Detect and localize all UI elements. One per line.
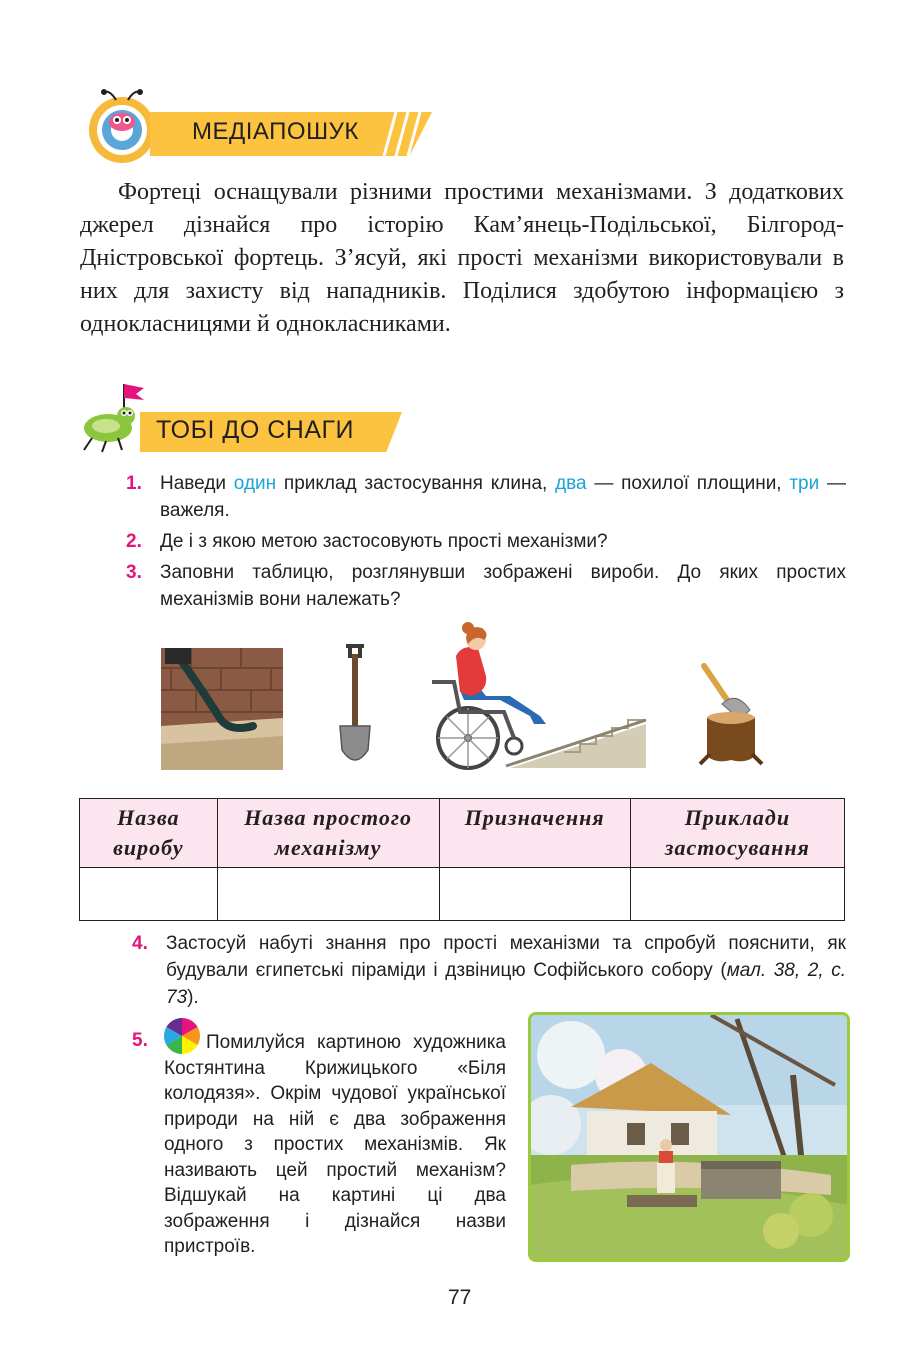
axe-stump-image <box>696 660 766 768</box>
task-text: — похилої площини, <box>586 473 790 494</box>
table-header-examples: Приклади застосування <box>630 799 844 868</box>
task-3 <box>126 559 846 613</box>
shovel-image <box>332 640 378 770</box>
task-number: 4. <box>132 933 148 954</box>
painting-image <box>528 1012 850 1262</box>
figure-reference: мал. 38, 2, с. 73 <box>166 960 847 1008</box>
task-1 <box>126 470 846 524</box>
task-number: 2. <box>126 531 142 552</box>
table-cell[interactable] <box>217 868 439 921</box>
highlight-word: три <box>789 473 820 494</box>
task-4 <box>132 930 846 1011</box>
table-cell[interactable] <box>439 868 630 921</box>
page-number: 77 <box>448 1286 472 1309</box>
mechanisms-table <box>79 798 845 921</box>
task-2 <box>126 528 846 555</box>
task-4-body <box>132 930 846 1011</box>
task-text: ). <box>187 987 199 1008</box>
snag-section-title: ТОБІ ДО СНАГИ <box>156 416 355 444</box>
task-text: Заповни таблицю, розглянувши зображені вироби. До яких простих механізмів вони належать? <box>160 562 846 610</box>
task-number: 3. <box>126 562 142 583</box>
task-text: Де і з якою метою застосовують прості механізми? <box>160 531 608 552</box>
highlight-word: два <box>555 473 587 494</box>
highlight-word: один <box>233 473 277 494</box>
task-text: — важеля. <box>160 473 847 521</box>
task-text: приклад застосування клина, <box>276 473 556 494</box>
task-list-top <box>126 470 846 613</box>
table-row <box>80 868 845 921</box>
table-cell[interactable] <box>630 868 844 921</box>
table-header-purpose: Призначення <box>439 799 630 868</box>
crowbar-photo <box>161 648 283 770</box>
wheelchair-ramp-image <box>430 620 648 772</box>
task-text: Наведи <box>160 473 234 494</box>
banner-stripes <box>382 112 432 156</box>
table-header-mechanism: Назва простого механізму <box>217 799 439 868</box>
task-text: Застосуй набуті знання про прості механізми та спробуй пояснити, як будували єгипетські піраміди і дзвіницю Софійського собору ( <box>166 933 846 981</box>
media-paragraph: Фортеці оснащували різними простими механізмами. З додаткових джерел дізнайся про історію Кам’янець-Подільської, Білгород-Дністровської фортець. З’ясуй, які прості механізми використовували в них для захисту від нападників. Поділися здобутою інформацією з однокласницями й однокласниками. <box>80 179 844 337</box>
task-number: 5. <box>132 1030 148 1051</box>
task-5-text: Помилуйся картиною художника Костянтина Крижицького «Біля колодязя». Окрім чудової української природи на ній є два зображення одного з простих механізмів. Як називають цей простий механізм? Відшукай на картині ці два зображення і дізнайся назви пристроїв. <box>164 1032 506 1257</box>
task-number: 1. <box>126 473 142 494</box>
table-cell[interactable] <box>80 868 218 921</box>
table-header-item: Назва виробу <box>80 799 218 868</box>
media-section-title: МЕДІАПОШУК <box>192 118 359 145</box>
